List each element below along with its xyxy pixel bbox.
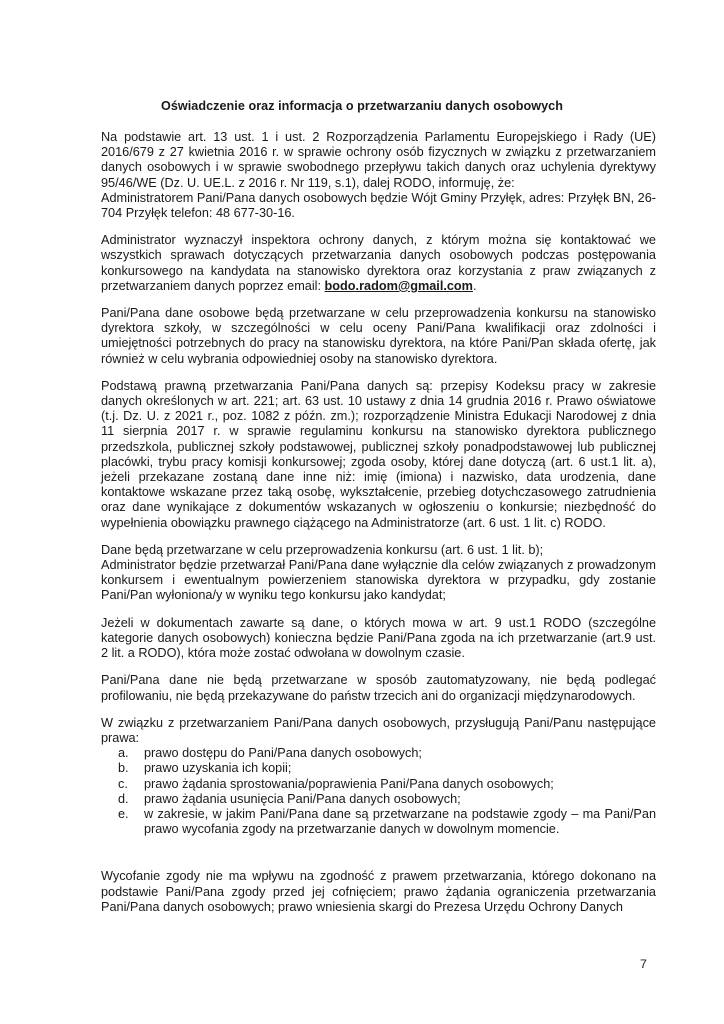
- inspector-text-end: .: [472, 278, 477, 293]
- withdrawal-paragraph: Wycofanie zgody nie ma wpływu na zgodność z prawem przetwarzania, którego dokonano na podstawie Pani/Pana zgody przed jej cofnięciem; prawo żądania ograniczenia przetwarzania Pani/Pana danych osobowych; prawo wniesienia skargi do Prezesa Urzędu Ochrony Danych: [101, 869, 656, 914]
- list-item-text: prawo dostępu do Pani/Pana danych osobowych;: [144, 746, 422, 761]
- processing-line-2: Administrator będzie przetwarzał Pani/Pana dane wyłącznie dla celów związanych z prowadzonym konkursem i ewentualnym powierzeniem stanowiska dyrektora w przypadku, gdy zostanie Pani/Pan wyłoniona/y w wyniku tego konkursu jako kandydat;: [101, 558, 656, 603]
- automated-processing-paragraph: Pani/Pana dane nie będą przetwarzane w sposób zautomatyzowany, nie będą podlegać profilowaniu, nie będą przekazywane do państw trzecich ani do organizacji międzynarodowych.: [101, 673, 656, 703]
- list-item: [101, 792, 656, 807]
- list-item-letter: d.: [118, 791, 129, 806]
- administrator-paragraph: Administratorem Pani/Pana danych osobowych będzie Wójt Gminy Przyłęk, adres: Przyłęk BN, 26-704 Przyłęk telefon: 48 677-30-16.: [101, 190, 656, 221]
- inspector-email-link[interactable]: bodo.radom@gmail.com: [324, 278, 473, 293]
- legal-basis-paragraph: Podstawą prawną przetwarzania Pani/Pana danych są: przepisy Kodeksu pracy w zakresie danych określonych w art. 221; art. 63 ust. 10 ustawy z dnia 14 grudnia 2016 r. Prawo oświatowe (t.j. Dz. U. z 2021 r., poz. 1082 z późn. zm.); rozporządzenie Ministra Edukacji Narodowej z dnia 11 sierpnia 2017 r. w sprawie regulaminu konkursu na stanowisko dyrektora publicznego przedszkola, publicznej szkoły podstawowej, publicznej szkoły ponadpodstawowej lub publicznej placówki, trybu pracy komisji konkursowej; zgoda osoby, której dane dotyczą (art. 6 ust.1 lit. a), jeżeli przekazane zostaną dane inne niż: imię (imiona) i nazwisko, data urodzenia, dane kontaktowe wskazane przez taką osobę, wykształcenie, przebieg dotychczasowego zatrudnienia oraz dane wynikające z dokumentów wskazanych w ogłoszeniu o konkursie; niezbędność do wypełnienia obowiązku prawnego ciążącego na Administratorze (art. 6 ust. 1 lit. c) RODO.: [101, 378, 656, 530]
- list-item: [101, 746, 656, 761]
- list-item-letter: b.: [118, 761, 129, 776]
- list-item-text: w zakresie, w jakim Pani/Pana dane są przetwarzane na podstawie zgody – ma Pani/Pan prawo wycofania zgody na przetwarzanie danych w dowolnym momencie.: [144, 806, 656, 837]
- list-item-letter: c.: [118, 776, 128, 791]
- intro-paragraph: Na podstawie art. 13 ust. 1 i ust. 2 Rozporządzenia Parlamentu Europejskiego i Rady (UE) 2016/679 z 27 kwietnia 2016 r. w sprawie ochrony osób fizycznych w związku z przetwarzaniem danych osobowych i w sprawie swobodnego przepływu takich danych oraz uchylenia dyrektywy 95/46/WE (Dz. U. UE.L. z 2016 r. Nr 119, s.1), dalej RODO, informuję, że:: [101, 130, 656, 190]
- rights-intro: W związku z przetwarzaniem Pani/Pana danych osobowych, przysługują Pani/Panu następujące prawa:: [101, 715, 656, 745]
- list-item: [101, 777, 656, 792]
- list-item: [101, 761, 656, 776]
- rights-list: [101, 746, 656, 837]
- list-item-letter: e.: [118, 806, 129, 821]
- list-item: [101, 807, 656, 837]
- inspector-text: Administrator wyznaczył inspektora ochrony danych, z którym można się kontaktować we wszystkich sprawach dotyczących przetwarzania danych osobowych podczas postępowania konkursowego na kandydata na stanowisko dyrektora oraz korzystania z praw związanych z przetwarzaniem danych poprzez email:: [101, 233, 656, 293]
- document-title: Oświadczenie oraz informacja o przetwarzaniu danych osobowych: [161, 99, 563, 113]
- list-item-text: prawo żądania sprostowania/poprawienia Pani/Pana danych osobowych;: [144, 776, 554, 791]
- document-body: [101, 130, 656, 927]
- special-categories-paragraph: Jeżeli w dokumentach zawarte są dane, o których mowa w art. 9 ust.1 RODO (szczególne kategorie danych osobowych) konieczna będzie Pani/Pana zgoda na ich przetwarzanie (art.9 ust. 2 lit. a RODO), która może zostać odwołana w dowolnym czasie.: [101, 615, 656, 661]
- page-number: 7: [640, 957, 647, 971]
- processing-line-1: Dane będą przetwarzane w celu przeprowadzenia konkursu (art. 6 ust. 1 lit. b);: [101, 542, 544, 557]
- list-item-text: prawo żądania usunięcia Pani/Pana danych osobowych;: [144, 791, 461, 806]
- purpose-paragraph: Pani/Pana dane osobowe będą przetwarzane w celu przeprowadzenia konkursu na stanowisko dyrektora szkoły, w szczególności w celu oceny Pani/Pana kwalifikacji oraz zdolności i umiejętności potrzebnych do pracy na stanowisku dyrektora, na które Pani/Pan składa ofertę, jak również w celu wybrania odpowiedniej osoby na stanowisko dyrektora.: [101, 306, 656, 366]
- list-item-letter: a.: [118, 746, 129, 761]
- inspector-paragraph: [101, 233, 656, 294]
- list-item-text: prawo uzyskania ich kopii;: [144, 761, 292, 776]
